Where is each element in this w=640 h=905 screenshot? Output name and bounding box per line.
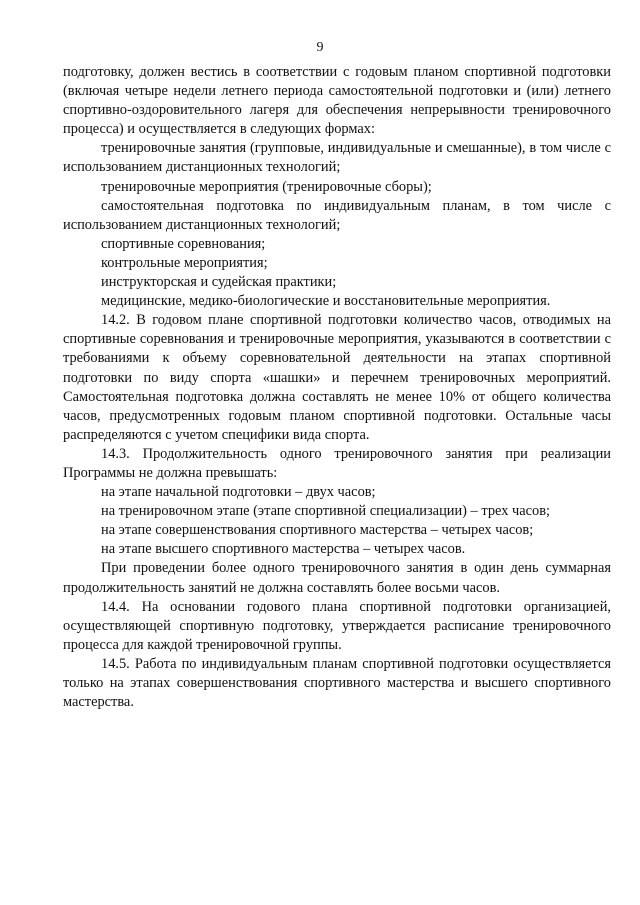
paragraph-form-7: медицинские, медико-биологические и восстановительные мероприятия.	[101, 293, 551, 310]
paragraph-14-4: 14.4. На основании годового плана спортивной подготовки организацией, осуществляющей спортивную подготовку, утверждается расписание тренировочного процесса для каждой тренировочной группы.	[63, 598, 611, 653]
paragraph-form-2: тренировочные мероприятия (тренировочные сборы);	[101, 178, 432, 195]
paragraph-form-3: самостоятельная подготовка по индивидуальным планам, в том числе с использованием дистанционных технологий;	[63, 197, 611, 233]
paragraph-more-than-one: При проведении более одного тренировочного занятия в один день суммарная продолжительность занятий не должна составлять более восьми часов.	[63, 560, 611, 596]
paragraph-form-1: тренировочные занятия (групповые, индивидуальные и смешанные), в том числе с использованием дистанционных технологий;	[63, 140, 611, 176]
paragraph-stage-4: на этапе высшего спортивного мастерства – четырех часов.	[101, 541, 466, 558]
paragraph-form-6: инструкторская и судейская практики;	[101, 274, 337, 291]
paragraph-14-2: 14.2. В годовом плане спортивной подготовки количество часов, отводимых на спортивные соревнования и тренировочные мероприятия, указываются в соответствии с требованиями к объему соревновательной деятельности на этапах спортивной подготовки по виду спорта «шашки» и перечнем тренировочных мероприятий. Самостоятельная подготовка должна составлять не менее 10% от общего количества часов, предусмотренных годовым планом спортивной подготовки. Остальные часы распределяются с учетом специфики вида спорта.	[63, 312, 611, 443]
paragraph-14-3: 14.3. Продолжительность одного тренировочного занятия при реализации Программы не должна превышать:	[63, 445, 611, 481]
paragraph-form-4: спортивные соревнования;	[101, 235, 266, 252]
document-body	[63, 63, 611, 712]
paragraph-stage-1: на этапе начальной подготовки – двух часов;	[101, 484, 376, 501]
paragraph-stage-3: на этапе совершенствования спортивного мастерства – четырех часов;	[101, 522, 534, 539]
paragraph-stage-2: на тренировочном этапе (этапе спортивной специализации) – трех часов;	[101, 503, 551, 520]
paragraph-14-5: 14.5. Работа по индивидуальным планам спортивной подготовки осуществляется только на этапах совершенствования спортивного мастерства и высшего спортивного мастерства.	[63, 655, 611, 711]
paragraph-intro: подготовку, должен вестись в соответствии с годовым планом спортивной подготовки (включая четыре недели летнего периода самостоятельной подготовки и (или) летнего спортивно-оздоровительного лагеря для обеспечения непрерывности тренировочного процесса) и осуществляется в следующих формах:	[63, 64, 611, 138]
paragraph-form-5: контрольные мероприятия;	[101, 254, 268, 271]
page-number: 9	[316, 40, 324, 55]
